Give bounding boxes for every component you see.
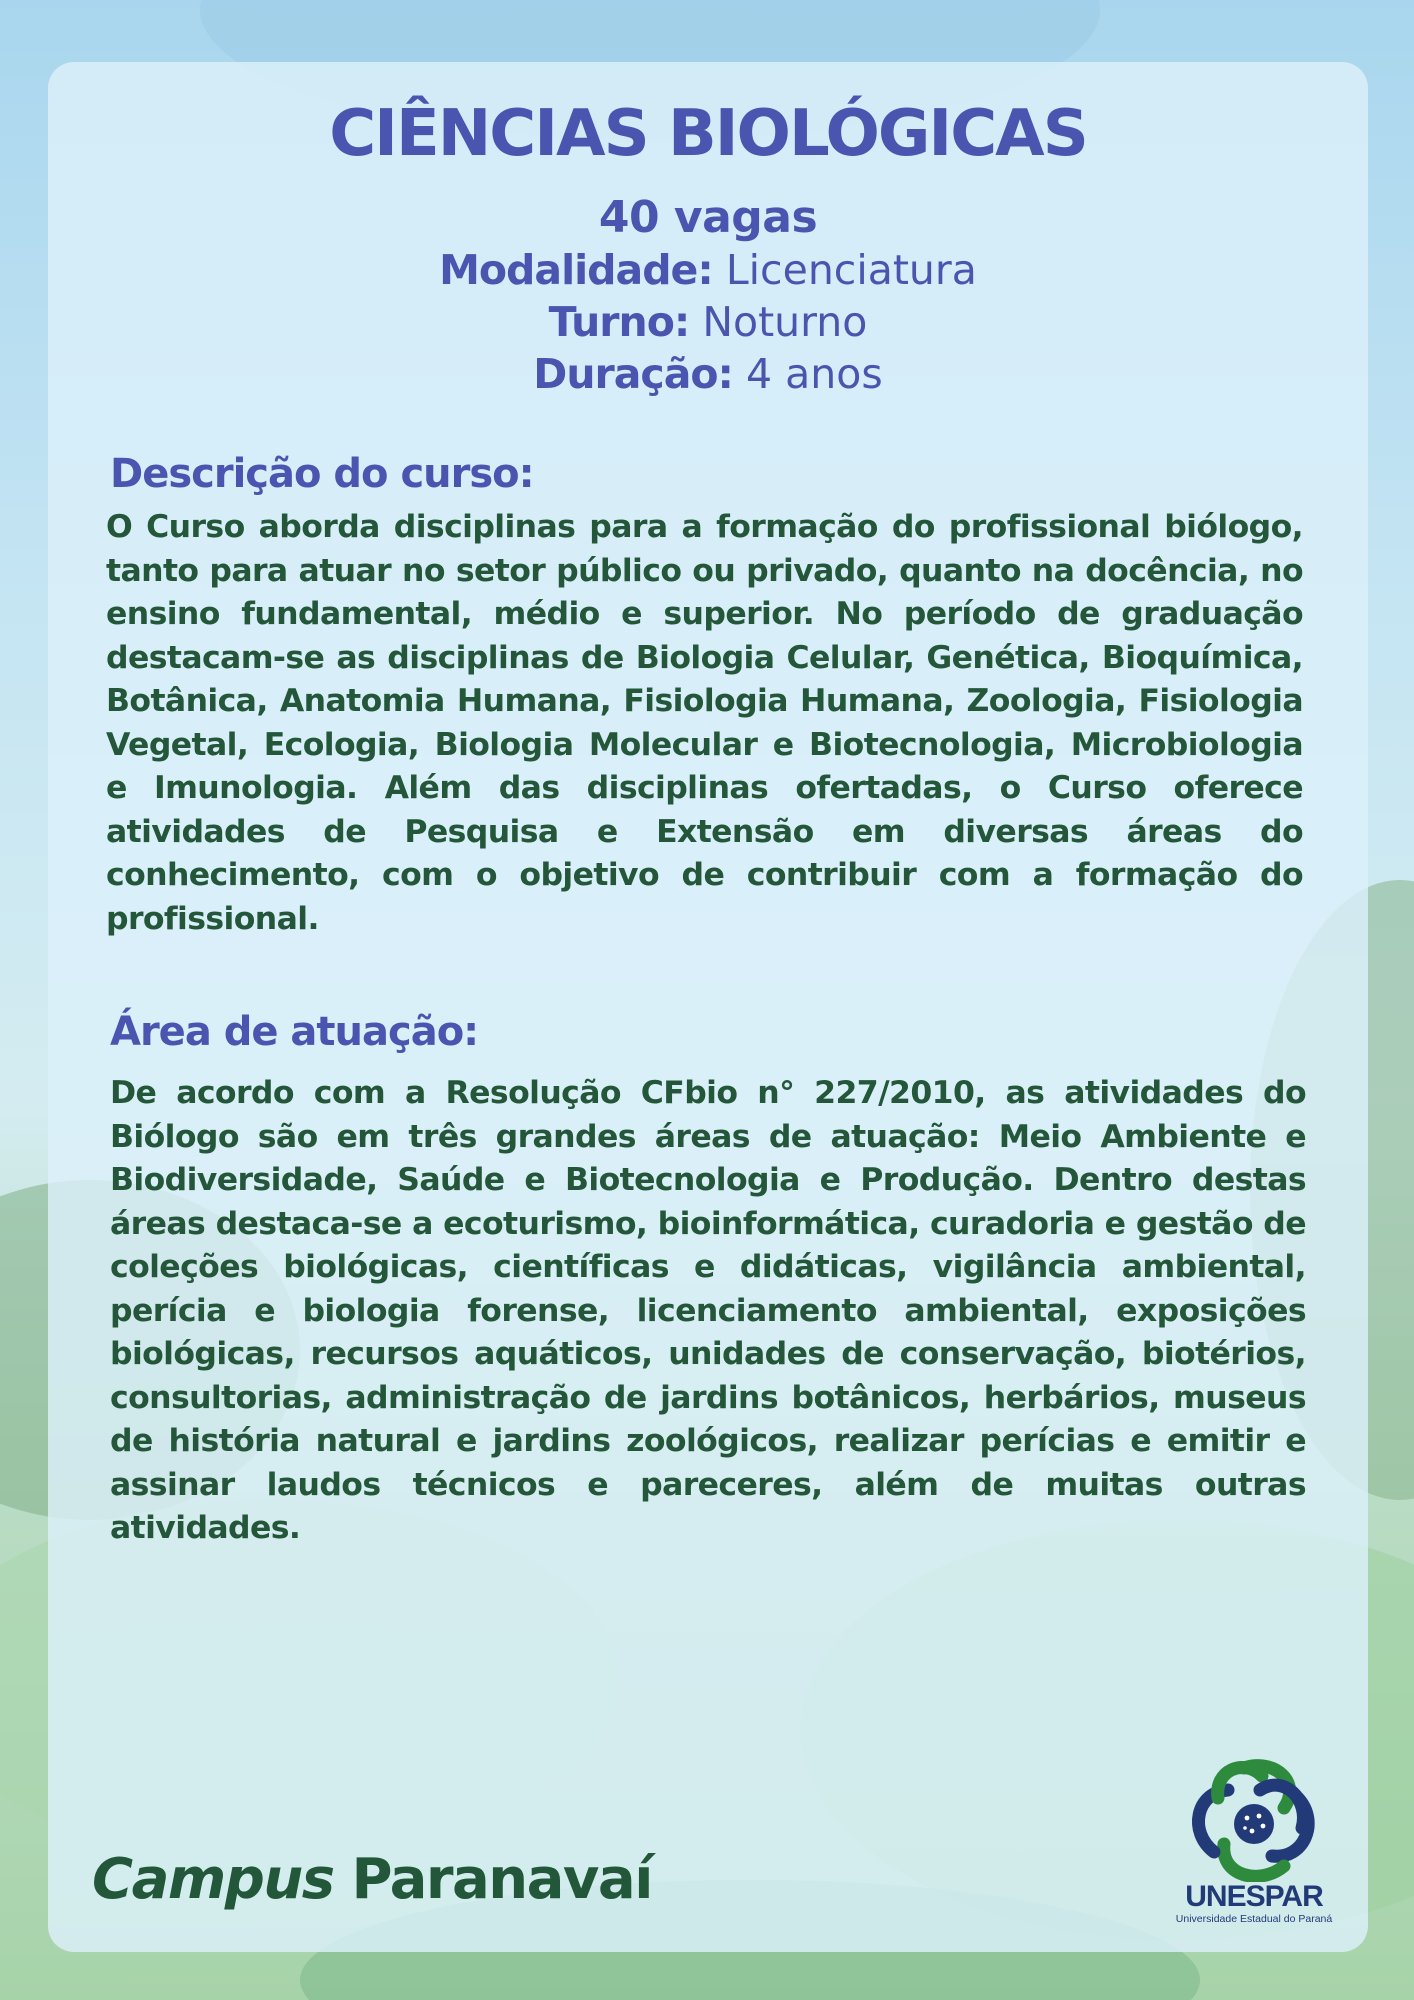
logo-subtitle: Universidade Estadual do Paraná bbox=[1175, 1913, 1333, 1925]
campus-word: Campus bbox=[92, 1847, 334, 1912]
duracao-label: Duração: bbox=[533, 350, 733, 398]
logo-name: UNESPAR bbox=[1185, 1880, 1323, 1913]
modalidade-label: Modalidade: bbox=[439, 246, 713, 294]
modalidade-line bbox=[48, 244, 1368, 296]
modalidade-value: Licenciatura bbox=[725, 246, 977, 294]
descricao-text: O Curso aborda disciplinas para a formação do profissional biólogo, tanto para atuar no setor público ou privado, quanto na docência, no ensino fundamental, médio e superior. No período de graduação destacam-se as disciplinas de Biologia Celular, Genética, Bioquímica, Botânica, Anatomia Humana, Fisiologia Humana, Zoologia, Fisiologia Vegetal, Ecologia, Biologia Molecular e Biotecnologia, Microbiologia e Imunologia. Além das disciplinas ofertadas, o Curso oferece atividades de Pesquisa e Extensão em diversas áreas do conhecimento, com o objetivo de contribuir com a formação do profissional. bbox=[106, 509, 1303, 937]
page-title: CIÊNCIAS BIOLÓGICAS bbox=[329, 97, 1087, 171]
turno-value: Noturno bbox=[702, 298, 868, 346]
course-info bbox=[48, 192, 1368, 400]
unespar-emblem-icon bbox=[1168, 1754, 1340, 1882]
campus-footer bbox=[92, 1847, 652, 1912]
unespar-logo bbox=[1168, 1754, 1340, 1932]
area-heading: Área de atuação: bbox=[110, 1009, 479, 1055]
turno-label: Turno: bbox=[548, 298, 690, 346]
area-text: De acordo com a Resolução CFbio n° 227/2010, as atividades do Biólogo são em três grandes áreas de atuação: Meio Ambiente e Biodiversidade, Saúde e Biotecnologia e Produção. Dentro destas áreas destaca-se a ecoturismo, bioinformática, curadoria e gestão de coleções biológicas, científicas e didáticas, vigilância ambiental, perícia e biologia forense, licenciamento ambiental, exposições biológicas, recursos aquáticos, unidades de conservação, biotérios, consultorias, administração de jardins botânicos, herbários, museus de história natural e jardins zoológicos, realizar perícias e emitir e assinar laudos técnicos e pareceres, além de muitas outras atividades. bbox=[110, 1075, 1306, 1546]
duracao-value: 4 anos bbox=[746, 350, 883, 398]
duracao-line bbox=[48, 348, 1368, 400]
content-card bbox=[48, 62, 1368, 1952]
vagas-count: 40 vagas bbox=[598, 192, 818, 243]
descricao-heading: Descrição do curso: bbox=[110, 451, 534, 497]
turno-line bbox=[48, 296, 1368, 348]
campus-name: Paranavaí bbox=[351, 1847, 652, 1912]
